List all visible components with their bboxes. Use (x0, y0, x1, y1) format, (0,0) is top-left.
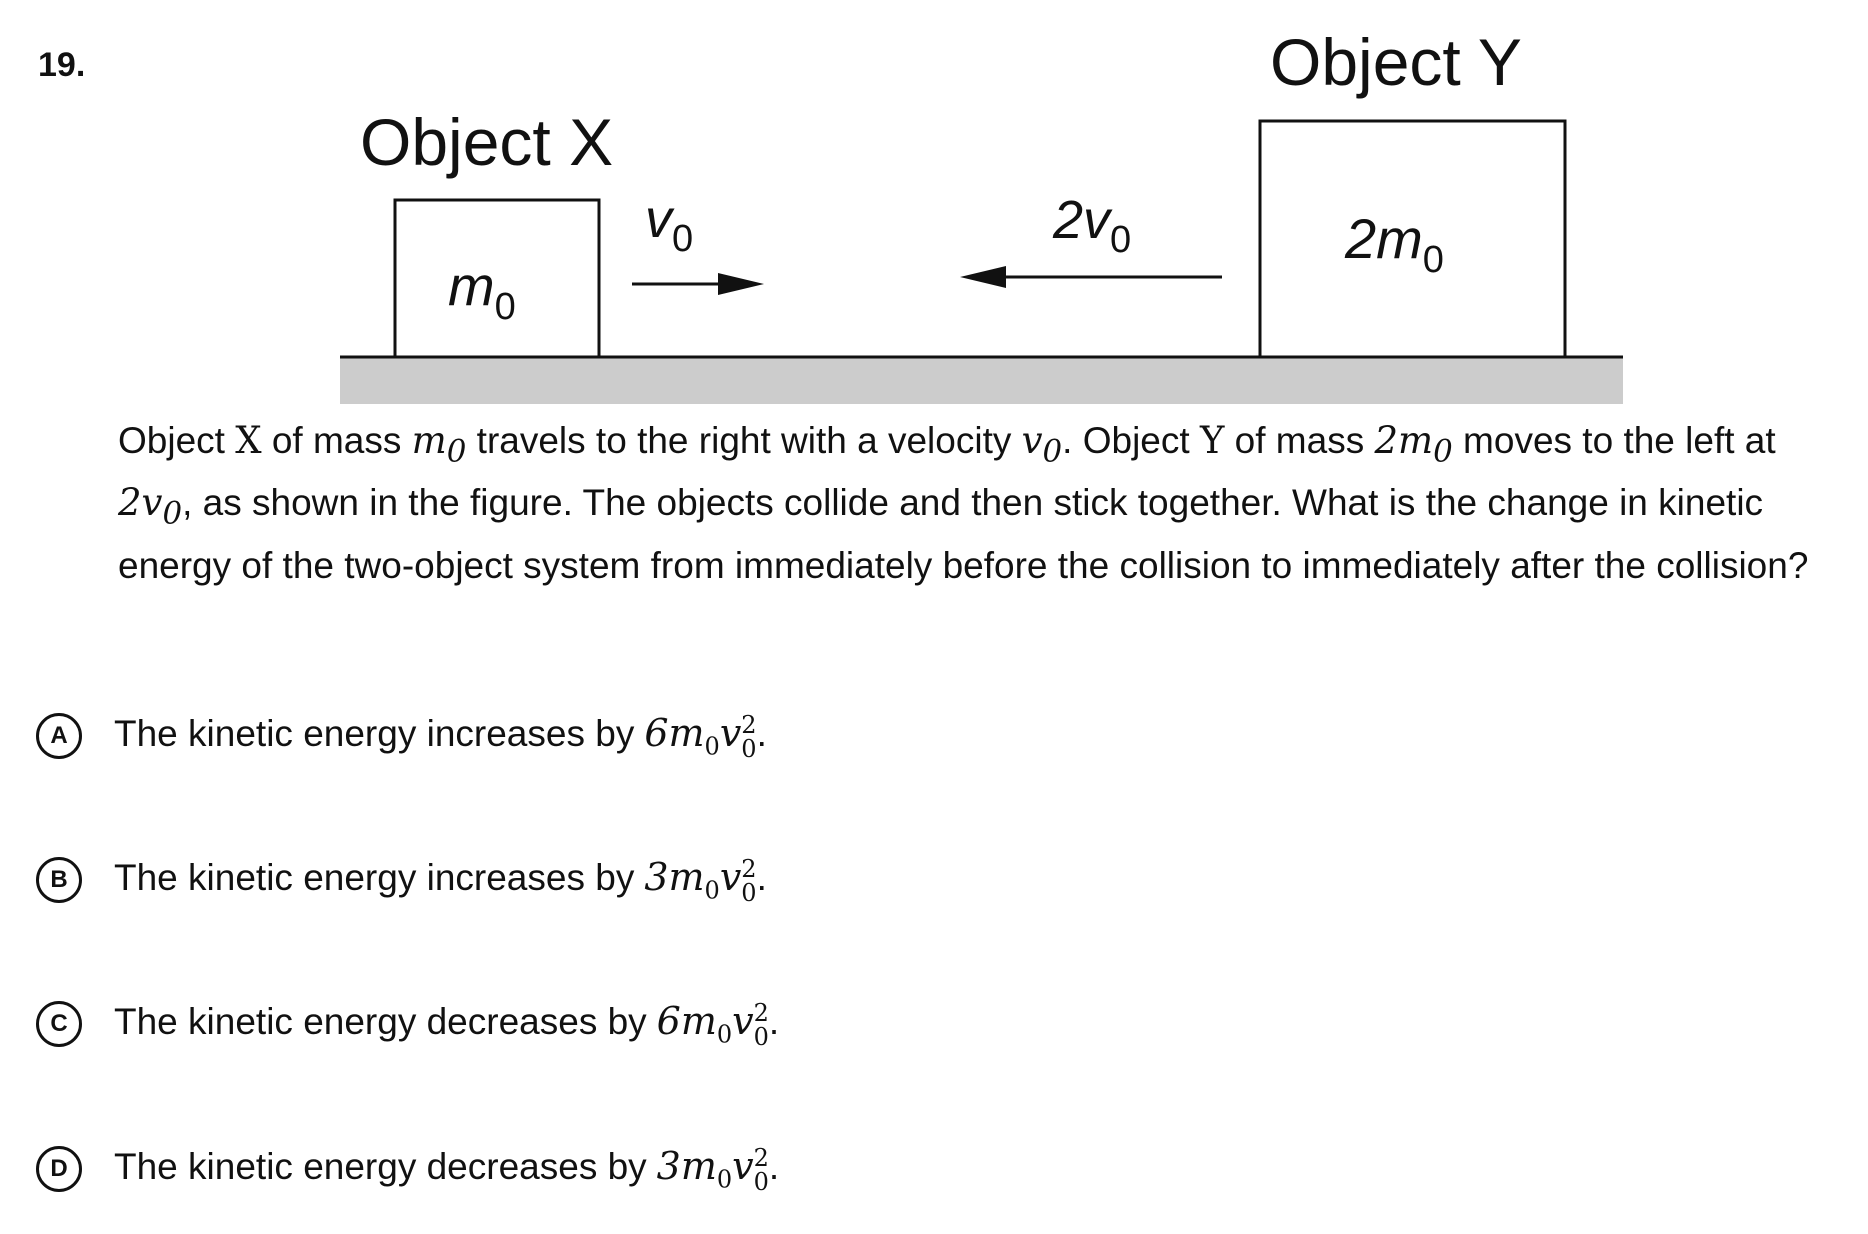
symbol-2m0: $2m_0$ (1374, 419, 1453, 470)
choice-a-expression: $6m_0v$ 2 0 (644, 710, 757, 763)
choice-c-text: The kinetic energy decreases by $6m_0v$ 2 0 . (114, 998, 780, 1051)
choice-b[interactable] (36, 850, 767, 910)
choice-c-bubble[interactable]: C (36, 1001, 82, 1047)
choice-b-bubble[interactable]: B (36, 857, 82, 903)
choice-c-expression: $6m_0v$ 2 0 (656, 998, 769, 1051)
velocity-x-label: $v_0$ (645, 189, 694, 260)
choice-d-text: The kinetic energy decreases by $3m_0v$ 2 0 . (114, 1143, 780, 1196)
choice-c[interactable] (36, 994, 779, 1054)
symbol-y: Y (1199, 419, 1225, 462)
choice-d-bubble[interactable]: D (36, 1146, 82, 1192)
object-x-box (395, 200, 599, 357)
collision-figure (0, 0, 1868, 420)
symbol-x: X (235, 419, 262, 462)
question-number: 19. (38, 46, 86, 84)
object-x-mass: $m_0$ (448, 254, 516, 328)
object-x-label: Object X (360, 105, 614, 179)
question-stem: Object X of mass $m_0$ travels to the right with a velocity $v_0$. Object Y of mass $2m_0$ moves to the left at $2v_0$, as shown in the figure. The objects collide and then stick together. What is the change in kinetic energy of the two-object system from immediately before the collision to immediately after the collision? (118, 419, 1809, 586)
ground-surface (340, 357, 1623, 404)
velocity-y-arrowhead (960, 266, 1006, 288)
velocity-x-arrowhead (718, 273, 764, 295)
choice-d-expression: $3m_0v$ 2 0 (656, 1143, 769, 1196)
symbol-2v0: $2v_0$ (118, 481, 183, 532)
object-y-label: Object Y (1270, 25, 1522, 99)
choice-a-text: The kinetic energy increases by $6m_0v$ 2 0 . (114, 710, 767, 763)
choice-b-expression: $3m_0v$ 2 0 (644, 854, 757, 907)
velocity-y-label: $2v_0$ (1053, 190, 1132, 261)
choice-a[interactable] (36, 706, 767, 766)
object-y-mass: $2m_0$ (1345, 207, 1444, 281)
choice-a-bubble[interactable]: A (36, 713, 82, 759)
symbol-m0: $m_0$ (411, 419, 467, 470)
choice-b-text: The kinetic energy increases by $3m_0v$ 2 0 . (114, 854, 767, 907)
symbol-v0: $v_0$ (1021, 419, 1063, 470)
choice-d[interactable] (36, 1139, 779, 1199)
